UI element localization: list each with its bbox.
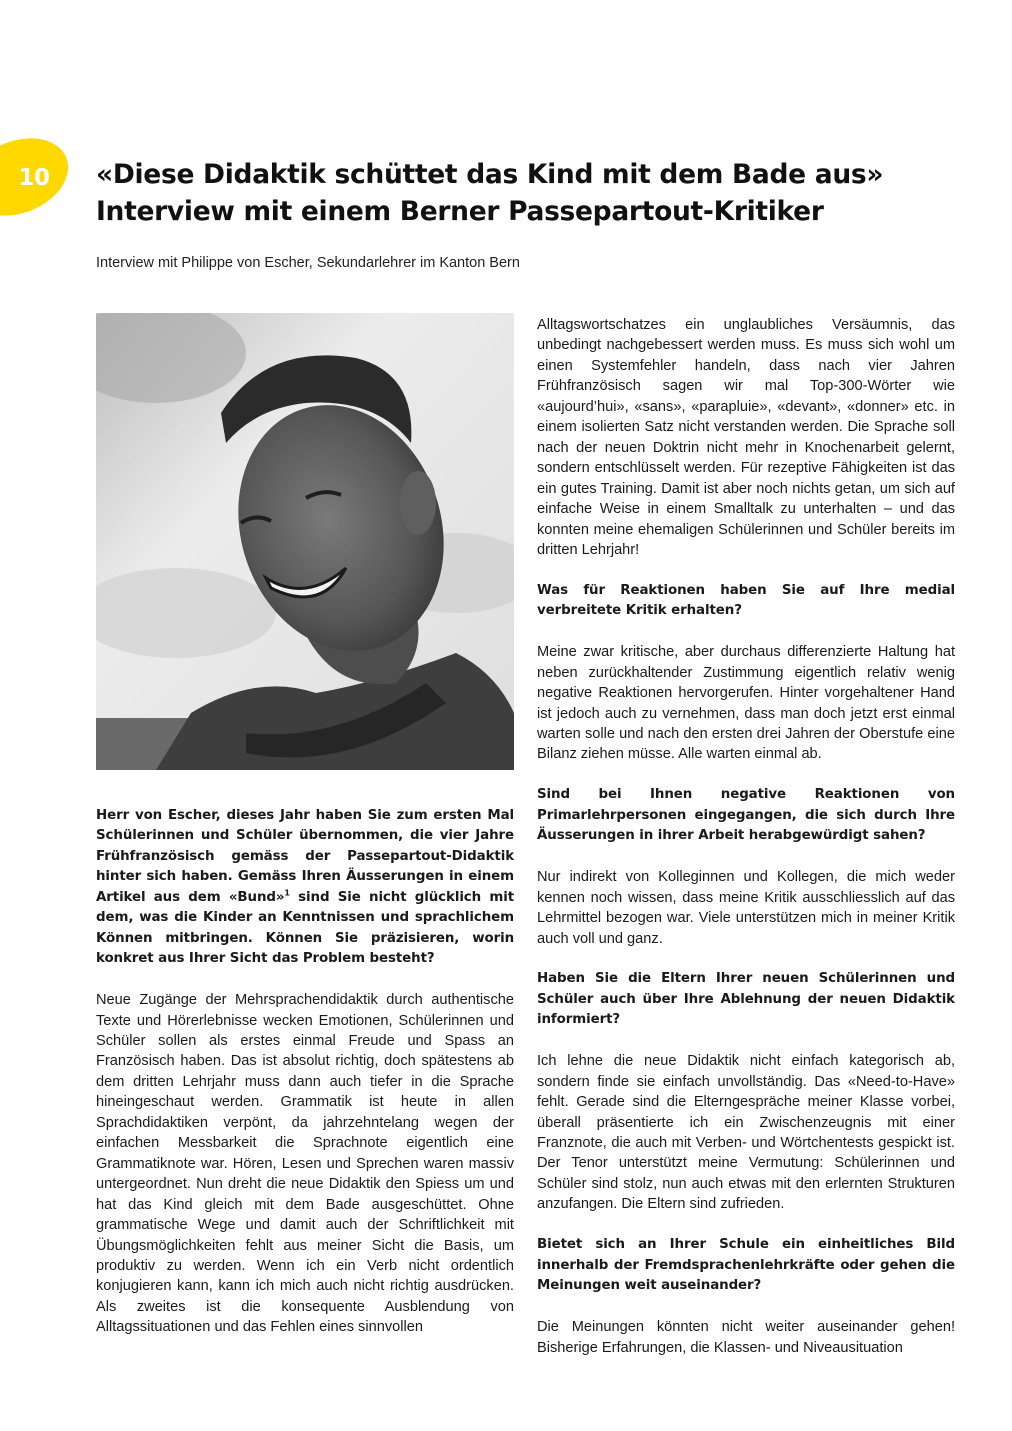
interview-answer-continued: Alltagswortschatzes ein unglaubliches Versäumnis, das unbedingt nachgebessert werden muss. Es muss sich wohl um einen Systemfehler handeln, dass nach vier Jahren Frühfranzösisch sagen wir mal Top-300-Wörter wie «aujourd’hui», «sans», «parapluie», «devant», «donner» etc. in einem isolierten Satz nicht verstanden werden. Die Sprache soll nach der neuen Doktrin nicht mehr in Knochenarbeit gelernt, sondern entschlüsselt werden. Für rezeptive Fähigkeiten ist das ein gutes Training. Damit ist aber noch nichts getan, um sich auf einfache Weise in einem Smalltalk zu unterhalten – und das konnten meine ehemaligen Schülerinnen und Schüler bereits im dritten Lehrjahr! [537,317,955,558]
interview-answer: Nur indirekt von Kolleginnen und Kollegen, die mich weder kennen noch wissen, dass meine Kritik ausschliesslich auf das Lehrmittel bezogen war. Viele unterstützen mich in meiner Kritik auch voll und ganz. [537,869,955,947]
page-number: 10 [18,165,50,191]
interview-answer: Ich lehne die neue Didaktik nicht einfach kategorisch ab, sondern finde sie einfach unvollständig. Das «Need-to-Have» fehlt. Gerade sind die Elterngespräche meiner Klasse vorbei, überall präsentierte ich ein Zwischenzeugnis mit einer Franznote, die auch mit Verben- und Wörtchentests gespickt ist. Der Tenor unterstützt meine Vermutung: Schülerinnen und Schüler sind stolz, nun auch etwas mit den erlernten Strukturen anzufangen. Die Eltern sind zufrieden. [537,1053,955,1213]
interview-question [96,806,514,970]
interview-question: Was für Reaktionen haben Sie auf Ihre medial verbreitete Kritik erhalten? [537,582,955,619]
right-column [537,315,955,1378]
left-column [96,806,514,1358]
footnote-marker: 1 [284,888,290,898]
article-title-line-1: «Diese Didaktik schüttet das Kind mit dem Bade aus» [96,159,884,190]
question-text: Herr von Escher, dieses Jahr haben Sie zum ersten Mal Schülerinnen und Schüler übernommen, die vier Jahre Frühfranzösisch gemäss der Passepartout-Didaktik hinter sich haben. Gemäss Ihren Äusserungen in einem Artikel aus dem «Bund» [96,808,514,905]
interview-answer: Die Meinungen könnten nicht weiter auseinander gehen! Bisherige Erfahrungen, die Klassen- und Niveausituation [537,1319,955,1356]
interviewee-photo [96,313,514,770]
interview-question: Haben Sie die Eltern Ihrer neuen Schülerinnen und Schüler auch über Ihre Ablehnung der neuen Didaktik informiert? [537,971,955,1028]
article-title [96,156,976,230]
portrait-image [96,313,514,770]
article-subtitle: Interview mit Philippe von Escher, Sekundarlehrer im Kanton Bern [96,255,520,271]
interview-question: Sind bei Ihnen negative Reaktionen von Primarlehrpersonen eingegangen, die sich durch Ihre Äusserungen in ihrer Arbeit herabgewürdigt sahen? [537,787,955,844]
interview-question: Bietet sich an Ihrer Schule ein einheitliches Bild innerhalb der Fremdsprachenlehrkräfte oder gehen die Meinungen weit auseinander? [537,1237,955,1294]
question-text: sind Sie nicht glücklich mit dem, was die Kinder an Kenntnissen und sprachlichem Können mitbringen. Können Sie präzisieren, worin konkret aus Ihrer Sicht das Problem besteht? [96,889,514,967]
interview-answer: Neue Zugänge der Mehrsprachendidaktik durch authentische Texte und Hörerlebnisse wecken Emotionen, Schülerinnen und Schüler sollen als erstes einmal Freude und Spass an Französisch haben. Das ist absolut richtig, doch spätestens ab dem dritten Lehrjahr muss dann auch tiefer in die Sprache hineingeschaut werden. Grammatik ist heute in allen Sprachdidaktiken verpönt, da jahrzehntelang wegen der einfachen Messbarkeit die Sprachnote eigentlich eine Grammatiknote war. Hören, Lesen und Sprechen waren massiv untergeordnet. Nun dreht die neue Didaktik den Spiess um und hat das Kind gleich mit dem Bade ausgeschüttet. Ohne grammatische Wege und damit auch der Schriftlichkeit mit Übungsmöglichkeiten fehlt aus meiner Sicht die Basis, um produktiv zu werden. Wenn ich ein Verb nicht ordentlich konjugieren kann, kann ich mich auch nicht richtig ausdrücken. Als zweites ist die konsequente Ausblendung von Alltagssituationen und das Fehlen eines sinnvollen [96,992,514,1336]
interview-answer: Meine zwar kritische, aber durchaus differenzierte Haltung hat neben zurückhaltender Zustimmung eigentlich relativ wenig negative Reaktionen hervorgerufen. Hinter vorgehaltener Hand ist jedoch auch zu vernehmen, dass man doch jetzt erst einmal warten solle und nach den ersten drei Jahren der Oberstufe eine Bilanz ziehen müsse. Alle warten einmal ab. [537,644,955,763]
article-title-line-2: Interview mit einem Berner Passepartout-Kritiker [96,196,824,227]
